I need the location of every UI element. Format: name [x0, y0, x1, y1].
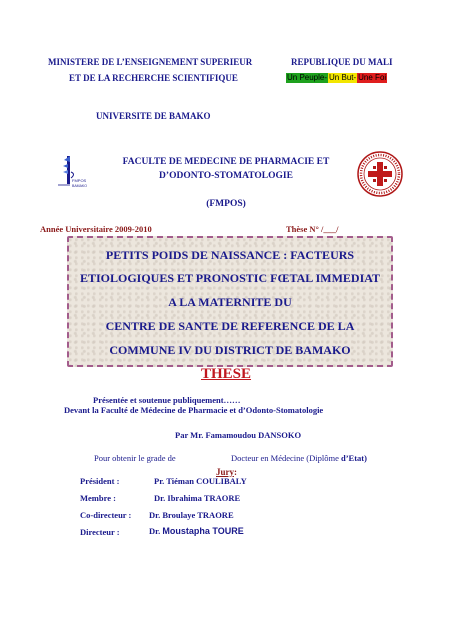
university-name: UNIVERSITE DE BAMAKO	[96, 111, 211, 121]
motto-part-1: Un Peuple-	[287, 73, 328, 82]
jury-name-codirector: Dr. Broulaye TRAORE	[149, 510, 234, 520]
jury-director-main: Moustapha TOURE	[162, 526, 244, 536]
jury-name-member: Dr. Ibrahima TRAORE	[154, 493, 241, 503]
faculty-acronym: (FMPOS)	[206, 199, 246, 209]
academic-year: Année Universitaire 2009-2010	[40, 224, 152, 234]
ministry-line-2: ET DE LA RECHERCHE SCIENTIFIQUE	[69, 73, 238, 83]
jury-name-president: Pr. Tiéman COULIBALY	[154, 476, 247, 486]
motto-part-3: Une Foi	[358, 73, 387, 82]
faculty-logo	[54, 152, 94, 192]
degree-suffix: d’Etat)	[341, 453, 367, 463]
jury-title: Jury	[216, 467, 234, 477]
svg-text:FMPOS: FMPOS	[72, 178, 87, 183]
ministry-line-1: MINISTERE DE L’ENSEIGNEMENT SUPERIEUR	[48, 57, 253, 67]
presented-line: Présentée et soutenue publiquement……	[93, 395, 241, 405]
title-line-1: PETITS POIDS DE NAISSANCE : FACTEURS	[105, 248, 355, 262]
motto-part-2: Un But-	[329, 73, 357, 82]
these-heading: THESE	[200, 366, 252, 382]
author-line: Par Mr. Famamoudou DANSOKO	[175, 430, 302, 440]
title-line-3: A LA MATERNITE DU	[168, 295, 292, 309]
republic-label: REPUBLIQUE DU MALI	[291, 57, 393, 67]
jury-role-director: Directeur :	[80, 527, 120, 537]
degree-prefix: Pour obtenir le grade de	[94, 453, 176, 463]
jury-role-codirector: Co-directeur :	[80, 510, 132, 520]
thesis-title-box	[67, 236, 393, 367]
jury-colon: :	[234, 467, 237, 477]
thesis-number: Thèse N° /___/	[286, 224, 339, 234]
jury-role-member: Membre :	[80, 493, 116, 503]
jury-name-director	[149, 526, 244, 536]
title-line-5: COMMUNE IV DU DISTRICT DE BAMAKO	[109, 343, 351, 357]
svg-text:BAMAKO: BAMAKO	[72, 184, 87, 188]
title-line-4: CENTRE DE SANTE DE REFERENCE DE LA	[105, 319, 355, 333]
title-line-2: ETIOLOGIQUES ET PRONOSTIC FŒTAL IMMEDIAT	[79, 271, 381, 285]
jury-role-president: Président :	[80, 476, 120, 486]
degree-main: Docteur en Médecine (Diplôme	[231, 453, 341, 463]
national-motto	[286, 73, 387, 83]
before-faculty-line: Devant la Faculté de Médecine de Pharmacie et d’Odonto-Stomatologie	[64, 405, 324, 415]
degree-line	[231, 453, 367, 463]
faculty-line-2: D’ODONTO-STOMATOLOGIE	[159, 171, 293, 181]
university-seal	[357, 151, 403, 197]
jury-director-prefix: Dr.	[149, 526, 163, 536]
faculty-line-1: FACULTE DE MEDECINE DE PHARMACIE ET	[122, 157, 330, 167]
